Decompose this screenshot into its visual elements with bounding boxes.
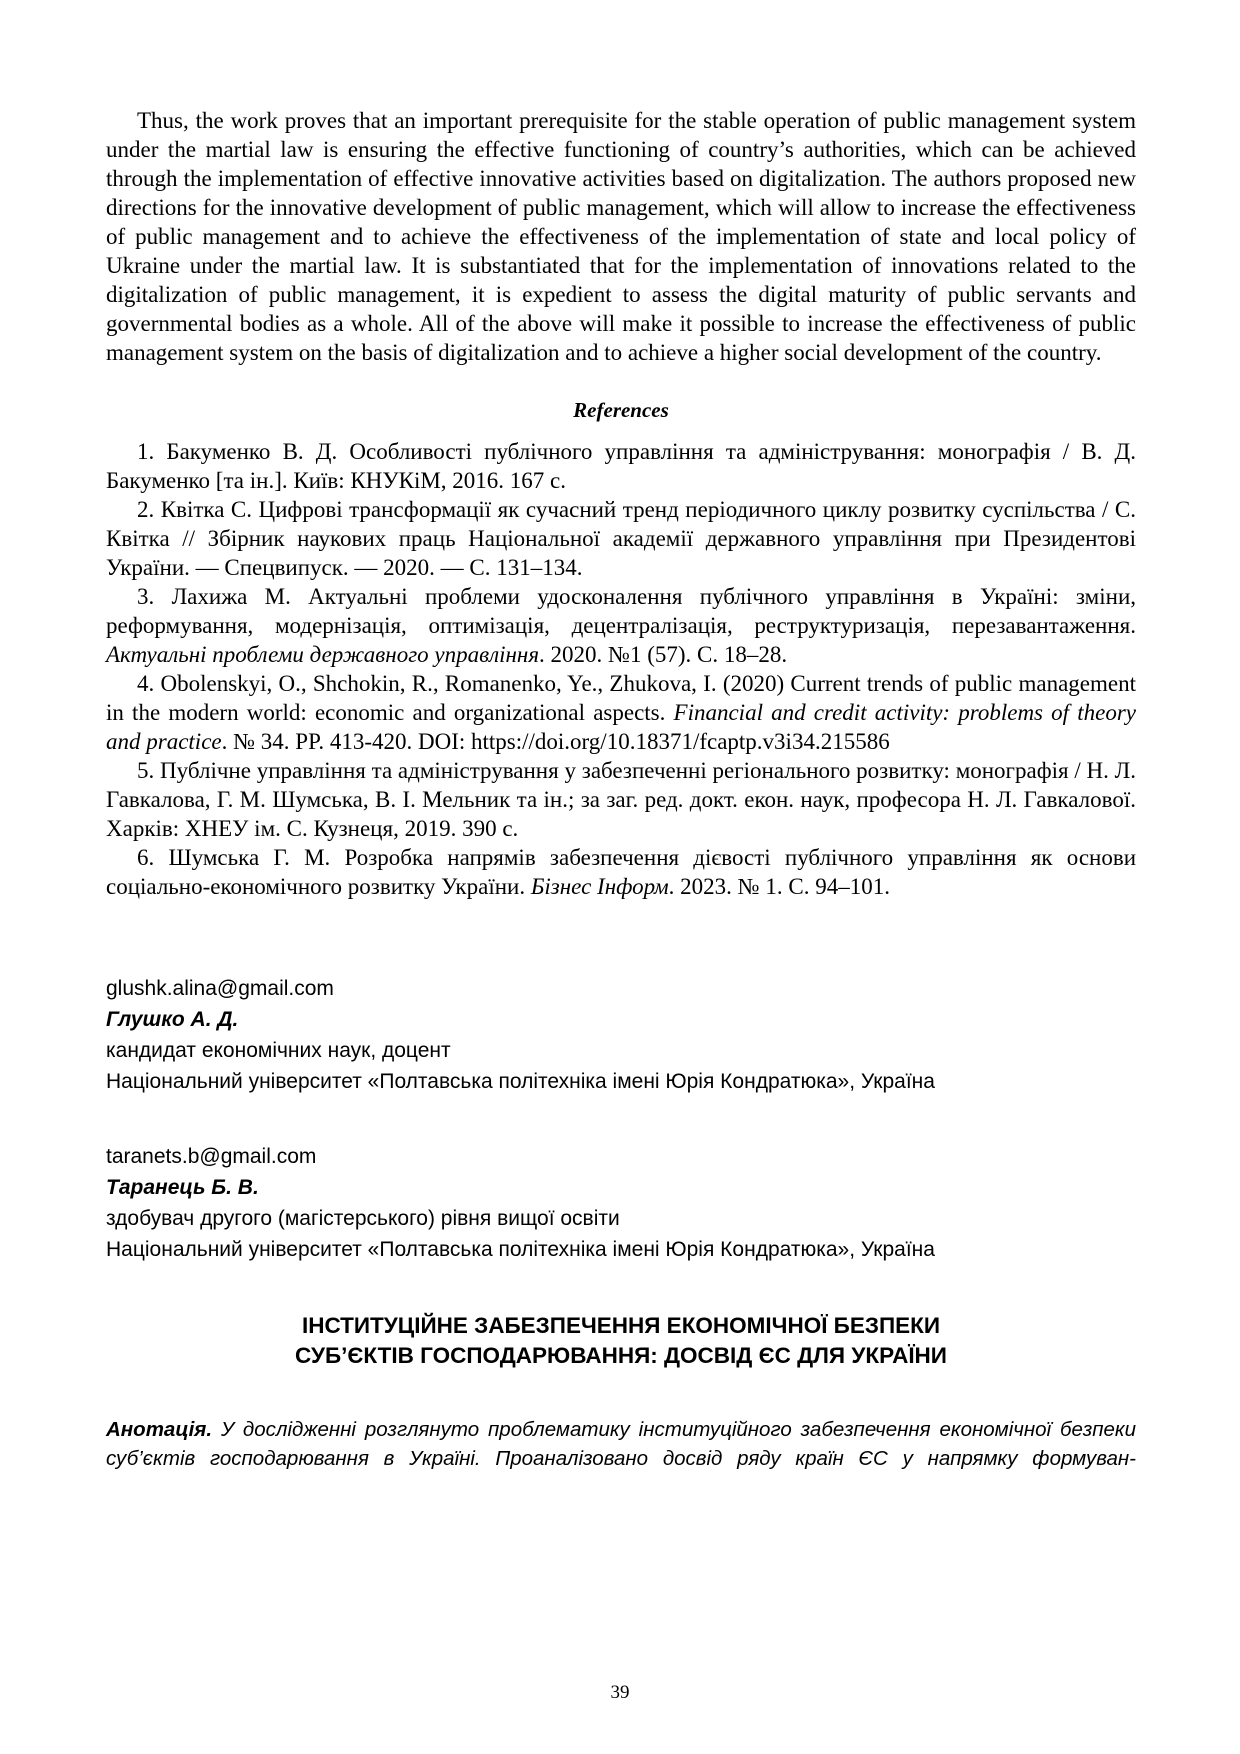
- reference-journal-title: Актуальні проблеми державного управління: [106, 642, 540, 667]
- authors-section: [106, 973, 1136, 1265]
- author-affiliation: Національний університет «Полтавська політехніка імені Юрія Кондратюка», Україна: [106, 1238, 935, 1261]
- abstract-label: Анотація.: [106, 1418, 213, 1441]
- doi-link: https://doi.org/10.18371/fcaptp.v3i34.215586: [471, 729, 890, 754]
- author-block: [106, 1141, 1136, 1265]
- references-list: [106, 437, 1136, 901]
- reference-text: . 2020. №1 (57). С. 18–28.: [539, 642, 788, 667]
- conclusion-paragraph: Thus, the work proves that an important prerequisite for the stable operation of public management system under the martial law is ensuring the effective functioning of country’s authorities, which can be achieved through the implementation of effective innovative activities based on digitalization. The authors proposed new directions for the innovative development of public management, which will allow to increase the effectiveness of public management and to achieve the effectiveness of the implementation of state and local policy of Ukraine under the martial law. It is substantiated that for the implementation of innovations related to the digitalization of public management, it is expedient to assess the digital maturity of public servants and governmental bodies as a whole. All of the above will make it possible to increase the effectiveness of public management system on the basis of digitalization and to achieve a higher social development of the country.: [106, 108, 1136, 365]
- author-affiliation: Національний університет «Полтавська політехніка імені Юрія Кондратюка», Україна: [106, 1070, 935, 1093]
- reference-text: 3. Лахижа М. Актуальні проблеми удосконалення публічного управління в Україні: зміни, реформування, модернізація, оптимізація, децентралізація, реструктуризація, перезавантаження.: [106, 584, 1136, 638]
- reference-item: [106, 437, 1136, 495]
- reference-text: . 2023. № 1. С. 94–101.: [668, 874, 890, 899]
- abstract-text: У дослідженні розглянуто проблематику інституційного забезпечення економічної безпеки суб’єктів господарювання в Україні. Проаналізовано досвід ряду країн ЄС у напрямку формуван-: [106, 1418, 1136, 1470]
- author-email: taranets.b@gmail.com: [106, 1145, 317, 1168]
- reference-text: . № 34. PP. 413-420. DOI:: [221, 729, 472, 754]
- author-role: здобувач другого (магістерського) рівня вищої освіти: [106, 1207, 620, 1230]
- article-title: [106, 1311, 1136, 1371]
- reference-item: [106, 669, 1136, 756]
- reference-item: [106, 843, 1136, 901]
- author-role: кандидат економічних наук, доцент: [106, 1039, 451, 1062]
- reference-text: 2. Квітка С. Цифрові трансформації як сучасний тренд періодичного циклу розвитку суспільства / С. Квітка // Збірник наукових праць Національної академії державного управління при Президентові України. — Спецвипуск. — 2020. — С. 131–134.: [106, 497, 1136, 580]
- article-title-line: СУБ’ЄКТІВ ГОСПОДАРЮВАННЯ: ДОСВІД ЄС ДЛЯ УКРАЇНИ: [295, 1343, 947, 1368]
- reference-text: 6. Шумська Г. М. Розробка напрямів забезпечення дієвості публічного управління як основи соціально-економічного розвитку України.: [106, 845, 1136, 899]
- reference-item: [106, 756, 1136, 843]
- reference-text: 4. Obolenskyi, O., Shchokin, R., Romanenko, Ye., Zhukova, I. (2020) Current trends of public management in the modern world: economic and organizational aspects.: [106, 671, 1136, 725]
- abstract-paragraph: [106, 1415, 1136, 1473]
- author-block: [106, 973, 1136, 1097]
- references-heading: References: [573, 398, 669, 422]
- reference-journal-title: Бізнес Інформ: [530, 874, 669, 899]
- author-name: Таранець Б. В.: [106, 1176, 259, 1199]
- author-name: Глушко А. Д.: [106, 1008, 239, 1031]
- reference-text: 5. Публічне управління та адміністрування у забезпеченні регіонального розвитку: монографія / Н. Л. Гавкалова, Г. М. Шумська, В. І. Мельник та ін.; за заг. ред. докт. екон. наук, професора Н. Л. Гавкалової. Харків: ХНЕУ ім. С. Кузнеця, 2019. 390 с.: [106, 758, 1136, 841]
- reference-item: [106, 582, 1136, 669]
- page-number: 39: [610, 1682, 630, 1703]
- author-email: glushk.alina@gmail.com: [106, 977, 334, 1000]
- article-title-line: ІНСТИТУЦІЙНЕ ЗАБЕЗПЕЧЕННЯ ЕКОНОМІЧНОЇ БЕЗПЕКИ: [301, 1313, 941, 1338]
- reference-journal-title: Financial and credit activity: problems of theory and practice: [106, 700, 1136, 754]
- reference-item: [106, 495, 1136, 582]
- reference-text: 1. Бакуменко В. Д. Особливості публічного управління та адміністрування: монографія / В. Д. Бакуменко [та ін.]. Київ: КНУКіМ, 2016. 167 с.: [106, 439, 1136, 493]
